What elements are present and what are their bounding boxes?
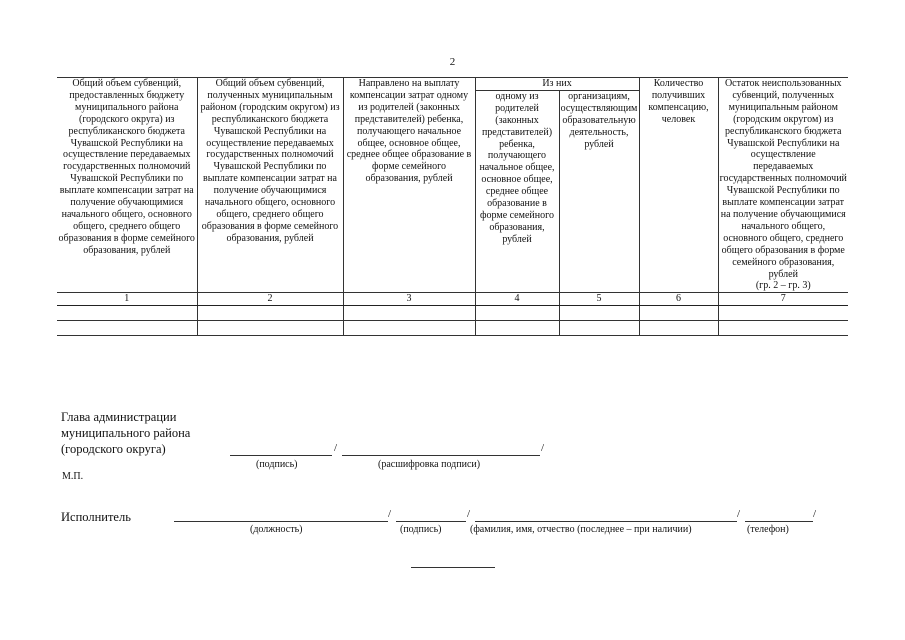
head-line-2: муниципального района <box>61 426 191 440</box>
header-of-them: Из них <box>475 78 639 91</box>
executor-position-caption: (должность) <box>250 524 303 535</box>
executor-name-line[interactable] <box>475 521 737 522</box>
table-cell[interactable] <box>639 321 718 336</box>
column-number-7: 7 <box>718 293 848 306</box>
header-to-parents: одному из родителей (законных представителей) ребенка, получающего начальное общее, основное общее, среднее общее образование в форме семейного образования, рублей <box>475 90 559 292</box>
table-cell[interactable] <box>639 306 718 321</box>
table-cell[interactable] <box>57 306 197 321</box>
separator-slash: / <box>541 442 545 454</box>
header-directed-to-compensation: Направлено на выплату компенсации затрат одному из родителей (законных представителей) ребенка, получающего начальное общее, основное общее, среднее общее образование в форме семейного образования, рублей <box>343 78 475 293</box>
table-cell[interactable] <box>718 321 848 336</box>
table-cell[interactable] <box>475 321 559 336</box>
table-cell[interactable] <box>57 321 197 336</box>
signature-caption: (подпись) <box>256 459 298 470</box>
separator-slash: / <box>388 508 392 520</box>
head-of-administration-label <box>61 409 190 457</box>
table-cell[interactable] <box>559 306 639 321</box>
separator-slash: / <box>467 508 471 520</box>
column-number-2: 2 <box>197 293 343 306</box>
stamp-placeholder: М.П. <box>62 471 84 482</box>
head-signature-decode-line[interactable] <box>342 455 540 456</box>
head-line-3: (городского округа) <box>61 442 166 456</box>
header-total-subventions-received: Общий объем субвенций, полученных муниципальным районом (городским округом) из республиканского бюджета Чувашской Республики на осуществление передаваемых государственных полномочий Чувашской Республики по выплате компенсации затрат на получение обучающимися начального общего, основного общего, среднего общего образования в форме семейного образования, рублей <box>197 78 343 293</box>
header-to-organizations: организациям, осуществляющим образовательную деятельность, рублей <box>559 90 639 292</box>
head-line-1: Глава администрации <box>61 410 177 424</box>
header-total-subventions-provided: Общий объем субвенций, предоставленных бюджету муниципального района (городского округа) из республиканского бюджета Чувашской Республики на осуществление передаваемых государственных полномочий Чувашской Республики по выплате компенсации затрат на получение обучающимися начального общего, основного общего, среднего общего образования в форме семейного образования, рублей <box>57 78 197 293</box>
table-row <box>57 306 848 321</box>
table-cell[interactable] <box>343 321 475 336</box>
table-cell[interactable] <box>475 306 559 321</box>
executor-phone-caption: (телефон) <box>747 524 789 535</box>
table-row <box>57 321 848 336</box>
separator-slash: / <box>813 508 817 520</box>
column-number-3: 3 <box>343 293 475 306</box>
column-number-4: 4 <box>475 293 559 306</box>
separator-slash: / <box>737 508 741 520</box>
executor-label: Исполнитель <box>61 510 131 524</box>
header-recipients-count: Количество получивших компенсацию, человек <box>639 78 718 293</box>
separator-slash: / <box>334 442 338 454</box>
executor-signature-caption: (подпись) <box>400 524 442 535</box>
head-signature-line[interactable] <box>230 455 332 456</box>
executor-position-line[interactable] <box>174 521 388 522</box>
table-cell[interactable] <box>559 321 639 336</box>
executor-phone-line[interactable] <box>745 521 813 522</box>
table-cell[interactable] <box>197 321 343 336</box>
column-number-5: 5 <box>559 293 639 306</box>
table-cell[interactable] <box>197 306 343 321</box>
executor-signature-line[interactable] <box>396 521 466 522</box>
signature-decode-caption: (расшифровка подписи) <box>378 459 481 470</box>
executor-name-caption: (фамилия, имя, отчество (последнее – при наличии) <box>470 524 692 535</box>
table-cell[interactable] <box>343 306 475 321</box>
report-table <box>57 77 848 336</box>
column-number-6: 6 <box>639 293 718 306</box>
closing-divider <box>411 567 495 568</box>
header-unused-balance-text: Остаток неиспользованных субвенций, полученных муниципальным районом (городским округом) из республиканского бюджета Чувашской Республики на осуществление передаваемых государственных полномочий Чувашской Республики по выплате компенсации затрат на получение обучающимися начального общего, основного общего, среднего общего образования в форме семейного образования, рублей <box>719 78 847 280</box>
table-cell[interactable] <box>718 306 848 321</box>
column-number-1: 1 <box>57 293 197 306</box>
page-number: 2 <box>449 56 456 68</box>
header-unused-balance <box>718 78 848 293</box>
header-unused-balance-formula: (гр. 2 – гр. 3) <box>755 280 811 292</box>
